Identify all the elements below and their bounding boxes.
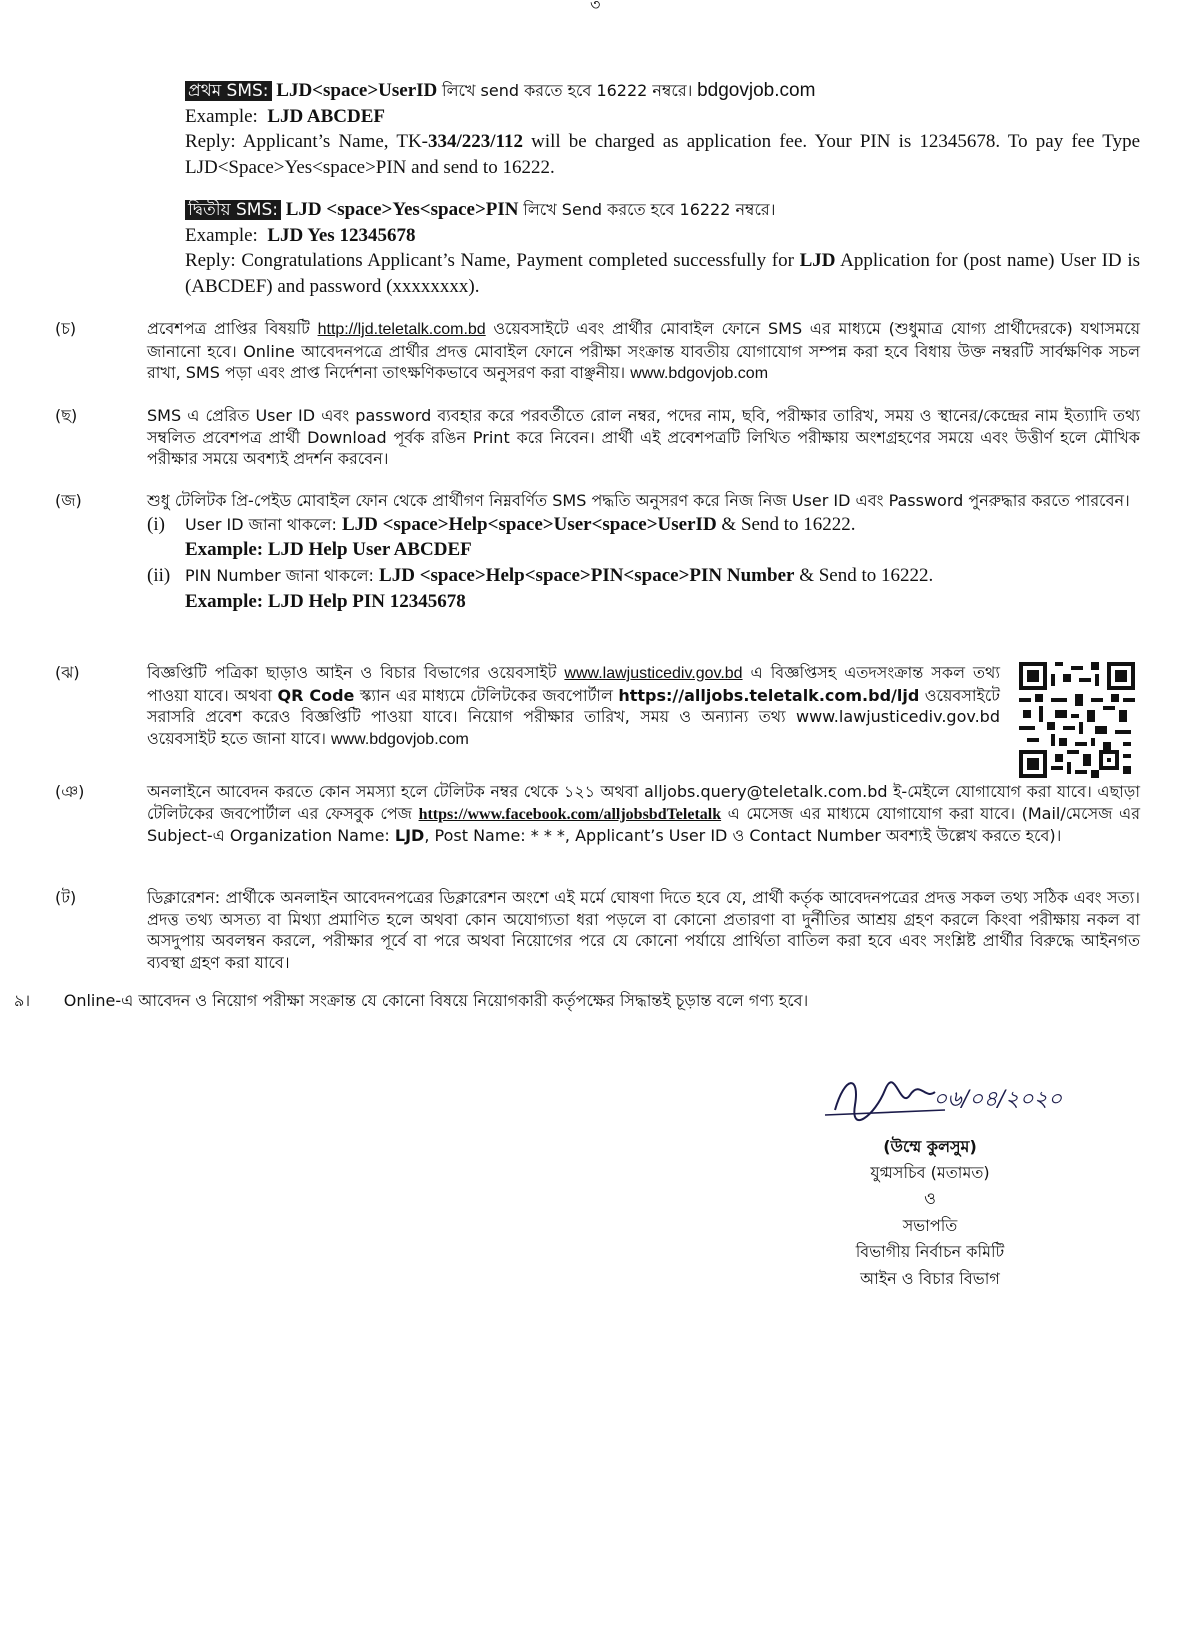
clause-chha-text: SMS এ প্রেরিত User ID এবং password ব্যবহার করে পরবর্তীতে রোল নম্বর, পদের নাম, ছবি, পরীক্ষার তারিখ, সময় ও স্থানের/কেন্দ্রের নাম ইত্যাদি তথ্য সম্বলিত প্রবেশপত্র প্রার্থী Download পূর্বক রঙিন Print করে নিবেন। প্রার্থী এই প্রবেশপত্রটি লিখিত পরীক্ষায় অংশগ্রহণের সময়ে এবং উত্তীর্ণ হলে মৌখিক পরীক্ষার সময়ে অবশ্যই প্রদর্শন করবেন। — [147, 406, 1140, 469]
clause-9 — [14, 988, 1134, 1014]
sms-first-example-label: Example: — [185, 105, 258, 127]
svg-text:০৬/০৪/২০২০: ০৬/০৪/২০২০ — [933, 1087, 1063, 1112]
sms-second-label: দ্বিতীয় SMS: — [185, 200, 281, 220]
sms-second-reply: Reply: Congratulations Applicant’s Name, Payment completed successfully for LJD Application for (post name) User ID is (ABCDEF) and password (xxxxxxxx). — [185, 250, 1140, 297]
recovery-pin-example: Example: LJD Help PIN 12345678 — [185, 590, 466, 612]
signatory-designation: যুগ্মসচিব (মতামত) — [870, 1163, 990, 1183]
clause-ta-text: ডিক্লারেশন: প্রার্থীকে অনলাইন আবেদনপত্রের ডিক্লারেশন অংশে এই মর্মে ঘোষণা দিতে হবে যে, প্রার্থী কর্তৃক আবেদনপত্রের প্রদত্ত সকল তথ্য সঠিক এবং সত্য। প্রদত্ত তথ্য অসত্য বা মিথ্যা প্রমাণিত হলে অথবা কোন অযোগ্যতা ধরা পড়লে বা কোনো প্রতারণা বা দুর্নীতির আশ্রয় গ্রহণ করলে কিংবা পরীক্ষায় নকল বা অসদুপায় অবলম্বন করলে, পরীক্ষার পূর্বে বা পরে অথবা নিয়োগের পরে যে কোনো পর্যায়ে প্রার্থিতা বাতিল করা হবে এবং সংশ্লিষ্ট প্রার্থীর বিরুদ্ধে আইনগত ব্যবস্থা গ্রহণ করা যাবে। — [147, 888, 1140, 972]
signatory-name: (উম্মে কুলসুম) — [883, 1136, 977, 1156]
sms-second-example-value: LJD Yes 12345678 — [267, 224, 416, 246]
clause-jha-mark: (ঝ) — [55, 663, 80, 682]
clause-chha-mark: (ছ) — [55, 406, 78, 425]
recovery-userid: (i) User ID জানা থাকলে: LJD <space>Help<space>User<space>UserID & Send to 16222. — [147, 513, 856, 535]
clause-9-text: Online-এ আবেদন ও নিয়োগ পরীক্ষা সংক্রান্ত যে কোনো বিষয়ে নিয়োগকারী কর্তৃপক্ষের সিদ্ধান্তই চূড়ান্ত বলে গণ্য হবে। — [63, 991, 809, 1010]
sms-second-example-label: Example: — [185, 224, 258, 246]
signatory-and: ও — [924, 1189, 936, 1209]
clause-cha-mark: (চ) — [55, 319, 77, 338]
teletalk-jobportal-url[interactable]: https://alljobs.teletalk.com.bd/ljd — [618, 685, 920, 705]
recovery-pin: (ii) PIN Number জানা থাকলে: LJD <space>Help<space>PIN<space>PIN Number & Send to 16222. — [147, 564, 934, 586]
sms-second-block — [185, 197, 1140, 300]
sms-first-format: LJD<space>UserID — [276, 80, 438, 101]
facebook-page-link[interactable]: https://www.facebook.com/alljobsbdTeletalk — [418, 805, 722, 823]
signatory-committee: বিভাগীয় নির্বাচন কমিটি — [855, 1242, 1005, 1262]
sms-first-label: প্রথম SMS: — [185, 81, 272, 101]
clause-ta — [55, 887, 1140, 973]
lawjustice-link[interactable]: www.lawjusticediv.gov.bd — [564, 665, 743, 682]
clause-jha: (ঝ) বিজ্ঞপ্তিটি পত্রিকা ছাড়াও আইন ও বিচার বিভাগের ওয়েবসাইট www.lawjusticediv.gov.bd এ বিজ্ঞপ্তিসহ এতদসংক্রান্ত সকল তথ্য পাওয়া যাবে। অথবা QR Code স্ক্যান এর মাধ্যমে টেলিটকের জবপোর্টাল https://alljobs.teletalk.com.bd/ljd ওয়েবসাইটে সরাসরি প্রবেশ করেও বিজ্ঞপ্তিটি পাওয়া যাবে। নিয়োগ পরীক্ষার তারিখ, সময় ও অন্যান্য তথ্য www.lawjusticediv.gov.bd ওয়েবসাইট হতে জানা যাবে। www.bdgovjob.com — [55, 663, 1000, 748]
qr-code-icon — [1017, 662, 1137, 778]
clause-cha: (চ) প্রবেশপত্র প্রাপ্তির বিষয়টি http://ljd.teletalk.com.bd ওয়েবসাইটে এবং প্রার্থীর মোবাইল ফোনে SMS এর মাধ্যমে (শুধুমাত্র যোগ্য প্রার্থীদেরকে) যথাসময়ে জানানো হবে। Online আবেদনপত্রে প্রার্থীর প্রদত্ত মোবাইল ফোনে পরীক্ষা সংক্রান্ত যাবতীয় যোগাযোগ সম্পন্ন করা হবে বিধায় উক্ত নম্বরটি সার্বক্ষণিক সচল রাখা, SMS পড়া এবং প্রাপ্ত নির্দেশনা তাৎক্ষণিকভাবে অনুসরণ করা বাঞ্ছনীয়। www.bdgovjob.com — [55, 319, 1140, 383]
sms-first-instruction: লিখে send করতে হবে 16222 নম্বরে। — [442, 81, 693, 100]
signature-block — [780, 1070, 1080, 1292]
clause-ja-text: শুধু টেলিটক প্রি-পেইড মোবাইল ফোন থেকে প্রার্থীগণ নিম্নবর্ণিত SMS পদ্ধতি অনুসরণ করে নিজ নিজ User ID এবং Password পুনরুদ্ধার করতে পারবেন। — [147, 491, 1130, 510]
page-number: ৩ — [590, 0, 601, 14]
clause-9-number: ৯। — [14, 991, 31, 1010]
recovery-userid-example: Example: LJD Help User ABCDEF — [185, 539, 472, 561]
clause-nya-mark: (ঞ) — [55, 782, 85, 801]
sms-first-block — [185, 78, 1140, 181]
clause-ta-mark: (ট) — [55, 888, 77, 907]
handwritten-signature — [815, 1070, 1063, 1130]
signatory-division: আইন ও বিচার বিভাগ — [860, 1268, 1000, 1288]
sms-first-example-value: LJD ABCDEF — [267, 105, 386, 127]
sms-second-format: LJD <space>Yes<space>PIN — [285, 199, 519, 220]
sms-second-instruction: লিখে Send করতে হবে 16222 নম্বরে। — [523, 200, 776, 219]
clause-ja-mark: (জ) — [55, 491, 82, 510]
signatory-role: সভাপতি — [902, 1215, 958, 1235]
sms-first-site: bdgovjob.com — [697, 80, 816, 101]
clause-chha — [55, 405, 1140, 470]
sms-first-reply: Reply: Applicant’s Name, TK-334/223/112 will be charged as application fee. Your PIN is 12345678. To pay fee Type LJD<Space>Yes<space>PIN and send to 16222. — [185, 131, 1141, 178]
clause-ja — [55, 490, 1140, 614]
admit-card-link[interactable]: http://ljd.teletalk.com.bd — [317, 321, 486, 338]
clause-nya: (ঞ) অনলাইনে আবেদন করতে কোন সমস্যা হলে টেলিটক নম্বর থেকে ১২১ অথবা alljobs.query@teletalk.com.bd ই-মেইলে যোগাযোগ করা যাবে। এছাড়া টেলিটকের জবপোর্টাল এর ফেসবুক পেজ https://www.facebook.com/alljobsbdTeletalk এ মেসেজ এর মাধ্যমে যোগাযোগ করা যাবে। (Mail/মেসেজ এর Subject-এ Organization Name: LJD, Post Name: * * *, Applicant’s User ID ও Contact Number অবশ্যই উল্লেখ করতে হবে)। — [55, 782, 1140, 846]
